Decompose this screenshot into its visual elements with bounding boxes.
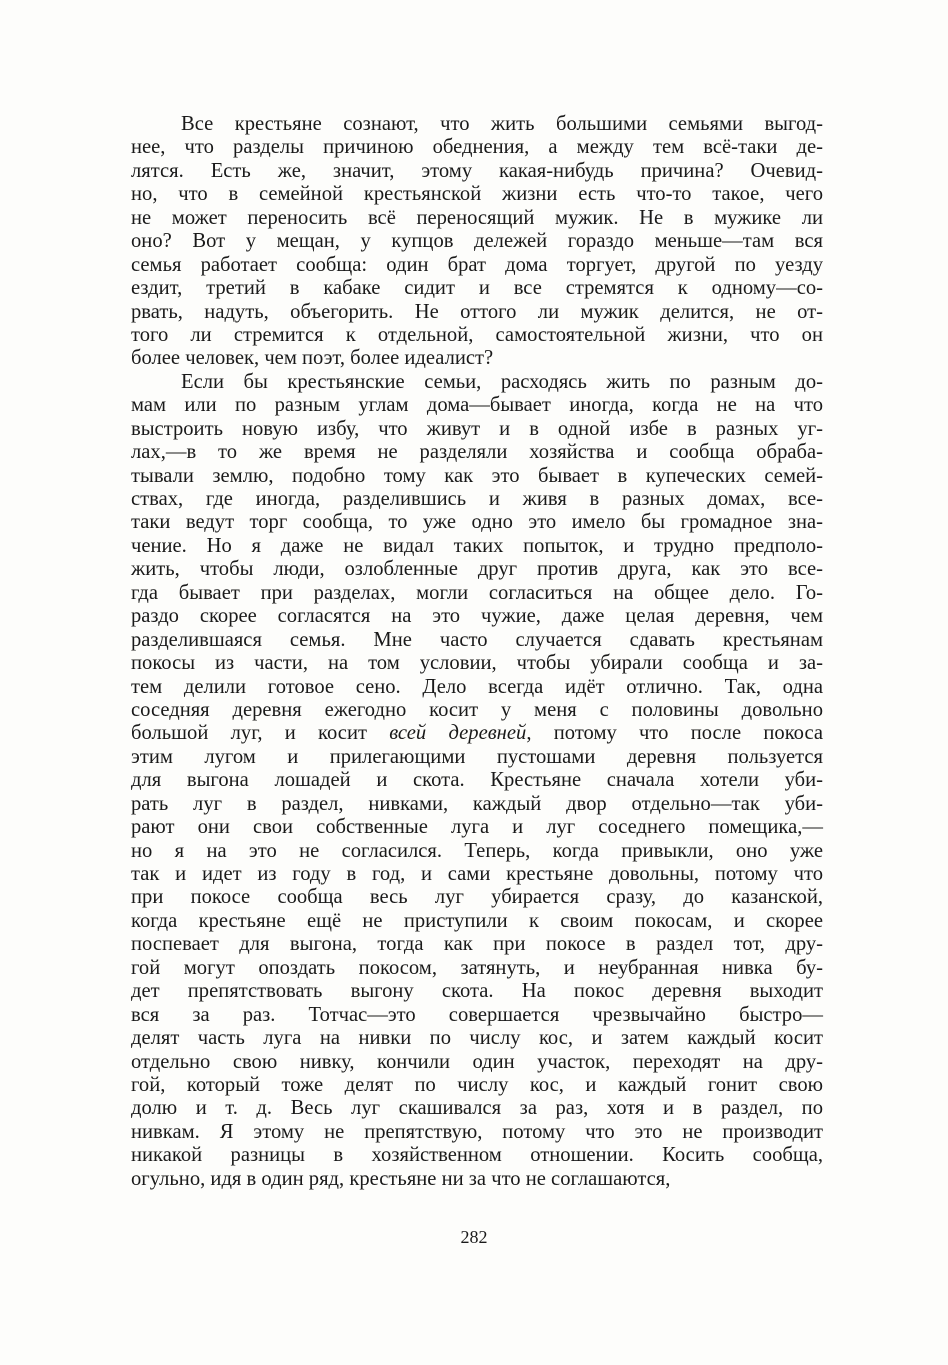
text-line: лятся. Есть же, значит, этому какая-нибудь причина? Очевид- — [131, 159, 823, 182]
text-line: тывали землю, подобно тому как это бывает в купеческих семей- — [131, 464, 823, 487]
text-line: ствах, где иногда, разделившись и живя в разных домах, все- — [131, 488, 823, 510]
text-line: рают они свои собственные луга и луг соседнего помещика,— — [131, 816, 823, 839]
text-fragment: большой луг, и косит — [131, 722, 390, 745]
text-line: отдельно свою нивку, кончили один участок, переходят на дру- — [131, 1050, 823, 1073]
text-line: рать луг в раздел, нивками, каждый двор отдельно—так уби- — [131, 792, 823, 815]
text-line: не может переносить всё переносящий мужик. Не в мужике ли — [131, 206, 823, 229]
text-line: чение. Но я даже не видал таких попыток, и трудно предполо- — [131, 534, 823, 557]
main-text — [131, 113, 823, 1191]
text-line: для выгона лошадей и скота. Крестьяне сначала хотели уби- — [131, 769, 823, 792]
text-line: нивкам. Я этому не препятствую, потому что это не производит — [131, 1120, 823, 1143]
text-line: раздо скорее согласятся на это чужие, даже целая деревня, чем — [131, 605, 823, 628]
text-line: Если бы крестьянские семьи, расходясь жить по разным до- — [181, 370, 823, 393]
text-line: оно? Вот у мещан, у купцов дележей гораздо меньше—там вся — [131, 230, 823, 253]
text-line: лах,—в то же время не разделяли хозяйства и сообща обраба- — [131, 441, 823, 464]
text-line: более человек, чем поэт, более идеалист? — [131, 347, 494, 370]
text-line: дет препятствовать выгону скота. На покос деревня выходит — [131, 980, 823, 1003]
text-line: нее, что разделы причиною обеднения, а между тем всё-таки де- — [131, 136, 823, 159]
text-line: гой могут опоздать покосом, затянуть, и неубранная нивка бу- — [131, 956, 823, 979]
text-line: гой, который тоже делят по числу кос, и каждый гонит свою — [131, 1073, 823, 1096]
text-line: огульно, идя в один ряд, крестьяне ни за что не соглашаются, — [131, 1167, 671, 1190]
page-number: 282 — [460, 1227, 488, 1247]
text-line — [131, 722, 823, 745]
paragraph — [131, 371, 823, 1191]
text-line: этим лугом и прилегающими пустошами деревня пользуется — [131, 745, 823, 768]
text-line: поспевает для выгона, тогда как при покосе в раздел тот, дру- — [131, 933, 823, 956]
text-line: соседняя деревня ежегодно косит у меня с половины довольно — [131, 698, 823, 721]
text-line: мам или по разным углам дома—бывает иногда, когда не на что — [131, 394, 823, 417]
paragraph — [131, 113, 823, 371]
text-line: никакой разницы в хозяйственном отношении. Косить сообща, — [131, 1144, 823, 1167]
text-line: тем делили готовое сено. Дело всегда идёт отлично. Так, одна — [131, 675, 823, 698]
text-line: Все крестьяне сознают, что жить большими семьями выгод- — [181, 113, 823, 135]
text-line: но я на это не согласился. Теперь, когда привыкли, оно уже — [131, 839, 823, 862]
text-line: ездит, третий в кабаке сидит и все стремятся к одному—со- — [131, 277, 823, 300]
text-line: при покосе сообща весь луг убирается сразу, до казанской, — [131, 886, 823, 909]
text-line: так и идет из году в год, и сами крестьяне довольны, потому что — [131, 863, 823, 885]
text-line: когда крестьяне ещё не приступили к своим покосам, и скорее — [131, 909, 823, 932]
text-line: семья работает сообща: один брат дома торгует, другой по уезду — [131, 253, 823, 276]
text-line: жить, чтобы люди, озлобленные друг против друга, как это все- — [131, 558, 823, 581]
italic-emphasis: всей деревней — [389, 722, 527, 745]
text-line: того ли стремится к отдельной, самостоятельной жизни, что он — [131, 323, 823, 346]
text-fragment: , потому что после покоса — [526, 722, 823, 745]
text-line: но, что в семейной крестьянской жизни есть что-то такое, чего — [131, 183, 823, 206]
text-line: рвать, надуть, объегорить. Не оттого ли мужик делится, не от- — [131, 300, 823, 323]
text-line: покосы из части, на том условии, чтобы убирали сообща и за- — [131, 652, 823, 675]
text-line: вся за раз. Тотчас—это совершается чрезвычайно быстро— — [131, 1003, 823, 1026]
text-line: делят часть луга на нивки по числу кос, и затем каждый косит — [131, 1027, 823, 1050]
text-line: таки ведут торг сообща, то уже одно это имело бы громадное зна- — [131, 511, 823, 534]
text-line: выстроить новую избу, что живут и в одной избе в разных уг- — [131, 417, 823, 440]
text-line: гда бывает при разделах, могли согласиться на общее дело. Го- — [131, 581, 823, 604]
text-line: долю и т. д. Весь луг скашивался за раз, хотя и в раздел, по — [131, 1097, 823, 1120]
text-line: разделившаяся семья. Мне часто случается сдавать крестьянам — [131, 628, 823, 651]
